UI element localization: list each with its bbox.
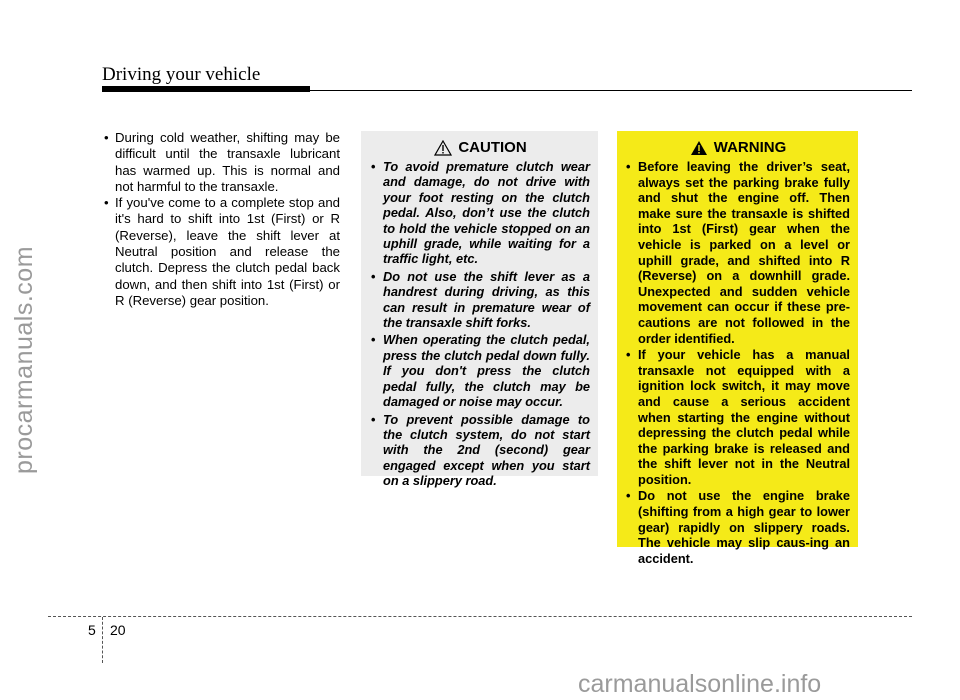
- body-bullet: • During cold weather, shifting may be difficult until the transaxle lubricant has warmed up. This is normal and not harmful to the transaxle.: [102, 130, 340, 195]
- warning-item: • Do not use the engine brake (shifting from a high gear to lower gear) rapidly on slippery roads. The vehicle may slip caus-ing an accident.: [626, 488, 850, 566]
- caution-header: [371, 139, 590, 156]
- caution-item: • To prevent possible damage to the clutch system, do not start with the 2nd (second) gear engaged except when you start on a slippery road.: [371, 412, 590, 489]
- warning-header: [626, 139, 850, 156]
- warning-item: • Before leaving the driver’s seat, always set the parking brake fully and shut the engine off. Then make sure the transaxle is shifted into 1st (First) gear when the vehicle is parked on a level or uphill grade, and shifted into R (Reverse) on a downhill grade. Unexpected and sudden vehicle movement can occur if these pre-cautions are not followed in the order identified.: [626, 159, 850, 346]
- warning-box: [617, 131, 858, 566]
- chapter-number: 5: [88, 622, 96, 638]
- body-text-column: [102, 130, 340, 309]
- page-header-title: Driving your vehicle: [102, 64, 261, 85]
- caution-title: CAUTION: [458, 139, 527, 156]
- caution-box: [361, 131, 598, 489]
- caution-item: • To avoid premature clutch wear and damage, do not drive with your foot resting on the clutch pedal. Also, don’t use the clutch to hold the vehicle stopped on an uphill grade, while waiting for a traffic light, etc.: [371, 159, 590, 267]
- warning-title: WARNING: [713, 139, 787, 156]
- warning-triangle-outline-icon: [434, 140, 452, 156]
- side-watermark: procarmanuals.com: [10, 245, 38, 474]
- page-number: 20: [110, 622, 126, 638]
- body-bullet: • If you've come to a complete stop and it's hard to shift into 1st (First) or R (Reverse), leave the shift lever at Neutral position and release the clutch. Depress the clutch pedal back down, and then shift into 1st (First) or R (Reverse) gear position.: [102, 195, 340, 309]
- caution-item: • When operating the clutch pedal, press the clutch pedal down fully. If you don't press the clutch pedal fully, the clutch may be damaged or noise may occur.: [371, 332, 590, 409]
- warning-triangle-filled-icon: [690, 140, 708, 156]
- header-rule-accent: [102, 86, 310, 92]
- warning-item: • If your vehicle has a manual transaxle not equipped with a ignition lock switch, it may move and cause a serious accident when starting the engine without depressing the clutch pedal while the parking brake is released and the shift lever not in the Neutral position.: [626, 347, 850, 487]
- footer-rule: [48, 616, 912, 617]
- bottom-watermark: carmanualsonline.info: [578, 670, 822, 698]
- footer-divider: [102, 617, 103, 663]
- caution-item: • Do not use the shift lever as a handrest during driving, as this can result in premature wear of the transaxle shift forks.: [371, 269, 590, 331]
